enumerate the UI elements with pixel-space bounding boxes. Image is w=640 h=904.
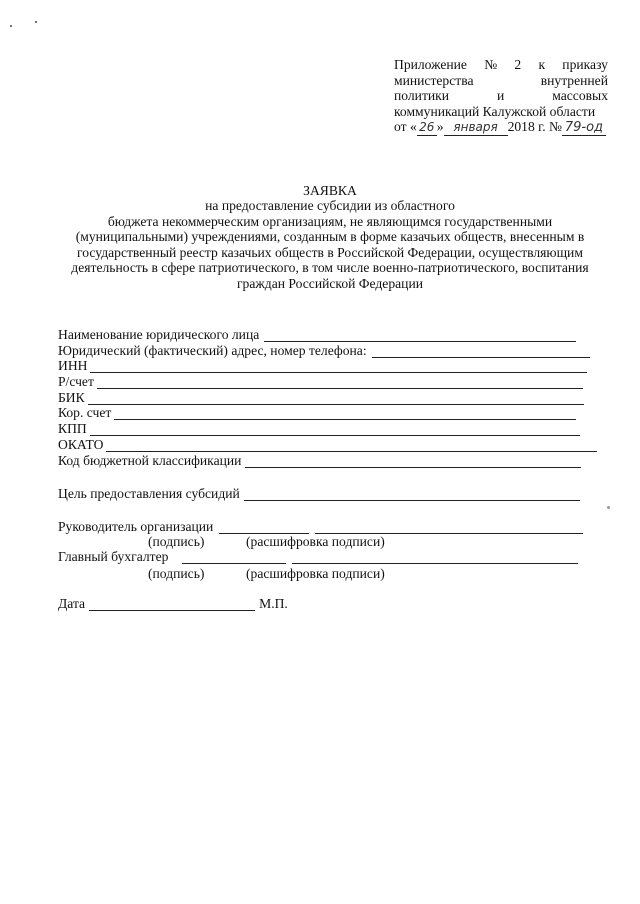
accountant-name-field[interactable] <box>292 551 578 564</box>
budget-code-row <box>58 453 581 468</box>
order-date-quote: » <box>436 119 444 134</box>
appendix-word: массовых <box>552 88 608 103</box>
account-label: Р/счет <box>58 374 94 389</box>
signature-caption: (подпись) <box>148 534 205 549</box>
scan-speck <box>35 21 37 23</box>
account-field[interactable] <box>97 376 583 389</box>
inn-label: ИНН <box>58 358 88 373</box>
order-year: 2018 г. № <box>507 119 562 134</box>
stamp-label: М.П. <box>259 596 288 611</box>
kpp-field[interactable] <box>90 423 580 436</box>
org-name-field[interactable] <box>264 329 576 342</box>
decryption-caption: (расшифровка подписи) <box>246 566 385 581</box>
account-row <box>58 374 583 389</box>
inn-field[interactable] <box>90 360 587 373</box>
address-label: Юридический (фактический) адрес, номер телефона: <box>58 343 367 358</box>
accountant-row <box>58 549 578 564</box>
appendix-word: приказу <box>562 57 608 72</box>
corr-account-row <box>58 405 576 420</box>
title-line: бюджета некоммерческим организациям, не являющимся государственными <box>107 213 553 229</box>
purpose-row <box>58 486 580 501</box>
appendix-word: Приложение <box>394 57 467 72</box>
appendix-word: и <box>497 88 505 103</box>
appendix-word: министерства <box>394 72 474 88</box>
scan-speck <box>10 25 12 27</box>
appendix-line-4: коммуникаций Калужской области <box>394 103 596 119</box>
inn-row <box>58 358 587 373</box>
signature-caption: (подпись) <box>148 566 205 581</box>
order-date-prefix: от « <box>394 119 417 134</box>
address-row <box>58 343 590 358</box>
kpp-label: КПП <box>58 421 87 436</box>
order-number-handwritten: 79-од <box>562 120 606 136</box>
appendix-word: внутренней <box>540 72 608 88</box>
date-field[interactable] <box>89 598 255 611</box>
okato-field[interactable] <box>106 439 597 452</box>
corr-account-label: Кор. счет <box>58 405 112 420</box>
purpose-label: Цель предоставления субсидий <box>58 486 240 501</box>
bik-field[interactable] <box>88 392 584 405</box>
bik-label: БИК <box>58 390 85 405</box>
appendix-word: 2 <box>514 57 522 72</box>
head-label: Руководитель организации <box>58 519 214 534</box>
appendix-word: № <box>484 57 498 72</box>
document-heading: ЗАЯВКА <box>303 183 357 198</box>
appendix-line-3 <box>394 88 608 104</box>
scan-speck <box>607 506 610 509</box>
order-month-handwritten: января <box>444 120 508 136</box>
accountant-signature-field[interactable] <box>182 551 286 564</box>
address-field[interactable] <box>372 345 590 358</box>
head-row <box>58 519 583 534</box>
appendix-line-2 <box>394 73 608 89</box>
title-line: на предоставление субсидии из областного <box>205 198 455 213</box>
accountant-label: Главный бухгалтер <box>58 549 169 564</box>
appendix-line-5 <box>394 119 608 136</box>
appendix-block <box>394 57 608 136</box>
appendix-line-1 <box>394 57 608 73</box>
org-name-label: Наименование юридического лица <box>58 327 260 342</box>
bik-row <box>58 390 584 405</box>
okato-label: ОКАТО <box>58 437 104 452</box>
purpose-field[interactable] <box>244 488 580 501</box>
appendix-word: политики <box>394 88 450 103</box>
document-title-block <box>60 183 600 291</box>
head-signature-field[interactable] <box>219 521 309 534</box>
decryption-caption: (расшифровка подписи) <box>246 534 385 549</box>
order-day-handwritten: 26 <box>417 120 437 136</box>
title-line: (муниципальными) учреждениями, созданным в форме казачьих обществ, внесенным в <box>75 229 585 244</box>
budget-code-label: Код бюджетной классификации <box>58 453 242 468</box>
title-line: граждан Российской Федерации <box>236 275 423 291</box>
org-name-row <box>58 327 576 342</box>
kpp-row <box>58 421 580 436</box>
date-label: Дата <box>58 596 86 611</box>
budget-code-field[interactable] <box>245 455 581 468</box>
okato-row <box>58 437 597 452</box>
head-name-field[interactable] <box>315 521 583 534</box>
title-line: деятельность в сфере патриотического, в том числе военно-патриотического, воспитания <box>71 260 589 275</box>
corr-account-field[interactable] <box>114 407 576 420</box>
title-line: государственный реестр казачьих обществ в Российской Федерации, осуществляющим <box>77 244 583 260</box>
date-row <box>58 596 288 611</box>
appendix-word: к <box>538 57 546 72</box>
